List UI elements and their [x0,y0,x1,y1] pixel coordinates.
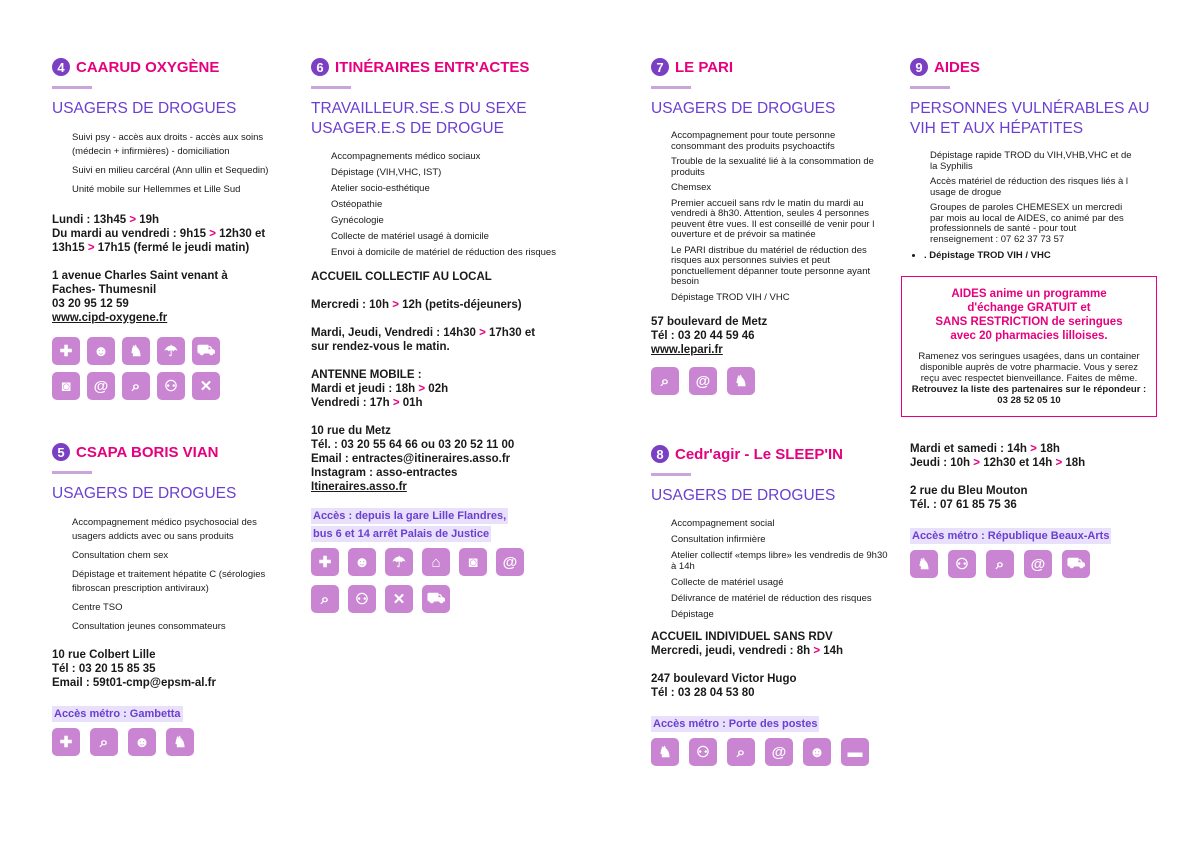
instagram: Instagram : asso-entractes [311,467,458,479]
doctor-icon: ☻ [803,738,831,766]
hanger-icon: ⌂ [422,548,450,576]
section-number-badge: 4 [52,58,70,76]
syringe-exchange-box [901,276,1157,417]
section-title-text: LE PARI [675,58,734,76]
group-icon: ⚇ [689,738,717,766]
car-icon: ⛟ [1062,550,1090,578]
cross-icon: ✚ [52,337,80,365]
service-item: Consultation chem sex [72,550,169,561]
section-title [52,443,282,461]
section-caarud-oxygene [52,58,282,400]
audience-heading: PERSONNES VULNÉRABLES AU VIH ET AUX HÉPATITES [910,100,1150,137]
service-item: Dépistage TROD VIH / VHC [671,291,790,303]
address-line: 10 rue Colbert Lille [52,649,156,661]
service-item: Accompagnements médico sociaux [331,151,481,162]
divider [52,471,92,474]
services-list [72,516,282,634]
food-icon: ✕ [385,585,413,613]
address-line: 2 rue du Bleu Mouton [910,485,1028,497]
address-line: 247 boulevard Victor Hugo [651,673,797,685]
dog-icon: ♞ [651,738,679,766]
service-item: Ostéopathie [331,199,383,210]
bed-icon: ▬ [841,738,869,766]
washer-icon: ◙ [52,372,80,400]
service-icons [311,548,551,613]
audience-heading: TRAVAILLEUR.SE.S DU SEXE USAGER.E.S DE DROGUE [311,100,527,137]
service-icons [910,550,1158,578]
service-item: Accompagnement social [671,518,775,529]
service-item: Collecte de matériel usagé [671,577,784,588]
section-title-text: ITINÉRAIRES ENTR'ACTES [335,58,530,76]
doctor-icon: ☻ [348,548,376,576]
phone-number: Tél. : 07 61 85 75 36 [910,499,1017,511]
service-icons [651,367,891,395]
collective-title: ACCUEIL COLLECTIF AU LOCAL [311,271,492,283]
services-list [930,151,1135,245]
collective-reception: ACCUEIL COLLECTIF AU LOCAL Mercredi : 10h > 12h (petits-déjeuners) Mardi, Jeudi, Vendredi : 14h30 > 17h30 et sur rendez-vous le matin. [311,270,571,354]
phone-number: 03 20 95 12 59 [52,298,129,310]
address-line: Faches- Thumesnil [52,284,157,296]
service-item: Accès matériel de réduction des risques liés à l usage de drogue [930,176,1129,198]
service-item: Atelier socio-esthétique [331,183,430,194]
magnifier-icon: ⌕ [311,585,339,613]
washer-icon: ◙ [459,548,487,576]
service-item: Consultation infirmière [671,534,766,545]
at-icon: @ [496,548,524,576]
service-item: Accompagnement pour toute personne consommant des produits psychoactifs [671,130,836,152]
magnifier-icon: ⌕ [727,738,755,766]
service-item: Dépistage et traitement hépatite C (sérologies fibroscan prescription antiviraux) [72,569,266,594]
section-number-badge: 8 [651,445,669,463]
mobile-title: ANTENNE MOBILE : [311,369,422,381]
opening-hours: Mardi et samedi : 14h > 18h Jeudi : 10h > 12h30 et 14h > 18h [910,443,1086,469]
phone-number: Tél : 03 28 04 53 80 [651,687,755,699]
dog-icon: ♞ [727,367,755,395]
service-icons [52,337,242,400]
section-title [52,58,282,76]
at-icon: @ [765,738,793,766]
address-line: 1 avenue Charles Saint venant à [52,270,228,282]
dog-icon: ♞ [910,550,938,578]
section-itineraires-entractes [311,58,571,613]
address-line: 57 boulevard de Metz [651,316,768,328]
email[interactable]: Email : entractes@itineraires.asso.fr [311,453,511,465]
service-item: Suivi en milieu carcéral (Ann ullin et Sequedin) [72,165,269,176]
access-info: Accès : depuis la gare Lille Flandres, bus 6 et 14 arrêt Palais de Justice [313,510,507,540]
shower-icon: ☂ [157,337,185,365]
email[interactable]: Email : 59t01-cmp@epsm-al.fr [52,677,216,689]
website-link[interactable]: www.lepari.fr [651,344,723,356]
section-aides-info [910,442,1158,578]
group-icon: ⚇ [948,550,976,578]
metro-access: Accès métro : République Beaux-Arts [912,530,1110,542]
service-item: Gynécologie [331,215,384,226]
section-title [651,445,891,463]
at-icon: @ [87,372,115,400]
section-cedragir-sleepin [651,445,891,766]
contact-block [52,648,282,690]
cross-icon: ✚ [311,548,339,576]
phone-number: Tél : 03 20 44 59 46 [651,330,755,342]
doctor-icon: ☻ [87,337,115,365]
service-item: Chemsex [671,182,712,193]
section-aides [910,58,1158,261]
divider [52,86,92,89]
magnifier-icon: ⌕ [651,367,679,395]
services-list [331,151,571,258]
service-item: Atelier collectif «temps libre» les vendredis de 9h30 à 14h [671,550,888,572]
service-item: Dépistage (VIH,VHC, IST) [331,167,442,178]
group-icon: ⚇ [157,372,185,400]
section-title [651,58,891,76]
section-csapa-boris-vian [52,443,282,756]
opening-hours: Lundi : 13h45 > 19h Du mardi au vendredi : 9h15 > 12h30 et 13h15 > 17h15 (fermé le jeudi matin) [52,214,266,254]
service-item: Dépistage rapide TROD du VIH,VHB,VHC et de la Syphilis [930,150,1132,172]
metro-access: Accès métro : Gambetta [54,708,181,720]
dog-icon: ♞ [122,337,150,365]
section-title [311,58,571,76]
section-title-text: CAARUD OXYGÈNE [76,58,220,76]
metro-access: Accès métro : Porte des postes [653,718,818,730]
divider [311,86,351,89]
service-item: Premier accueil sans rdv le matin du mardi au vendredi à 8h30. Attention, seules 4 personnes peuvent être vues. Il est conseillé de venir pour l ouverture et de prévoir sa matinée [671,197,875,240]
service-item: Envoi à domicile de matériel de réduction des risques [331,247,556,258]
box-text: Ramenez vos seringues usagées, dans un container disponible auprès de votre pharmacie. Vous y serez reçu avec respectet bienveillance. Faites de même. [918,351,1140,384]
doctor-icon: ☻ [128,728,156,756]
website-link[interactable]: www.cipd-oxygene.fr [52,312,168,324]
car-icon: ⛟ [422,585,450,613]
services-list [72,131,282,197]
service-item: Groupes de paroles CHEMESEX un mercredi par mois au local de AIDES, co animé par des professionnels de santé - pour tout renseignement : 07 62 37 73 57 [930,202,1124,245]
service-item: Consultation jeunes consommateurs [72,621,226,632]
address-block [52,269,282,325]
at-icon: @ [689,367,717,395]
service-item: Centre TSO [72,602,123,613]
services-list [671,518,891,620]
section-le-pari [651,58,891,395]
bullet-list [924,250,1158,261]
audience-heading: USAGERS DE DROGUES [52,485,237,502]
divider [651,473,691,476]
address-line: 10 rue du Metz [311,425,391,437]
services-list [671,131,891,303]
contact-block [910,484,1158,512]
service-item: Collecte de matériel usagé à domicile [331,231,489,242]
section-title-text: CSAPA BORIS VIAN [76,443,219,461]
contact-block [651,672,891,700]
individual-reception: ACCUEIL INDIVIDUEL SANS RDV Mercredi, jeudi, vendredi : 8h > 14h [651,630,891,658]
cross-icon: ✚ [52,728,80,756]
mobile-antenna: ANTENNE MOBILE : Mardi et jeudi : 18h > 02h Vendredi : 17h > 01h [311,368,571,410]
group-icon: ⚇ [348,585,376,613]
service-item: Dépistage [671,609,714,620]
section-title-text: AIDES [934,58,980,76]
car-icon: ⛟ [192,337,220,365]
contact-block [311,424,571,494]
magnifier-icon: ⌕ [90,728,118,756]
service-item: Le PARI distribue du matériel de réduction des risques aux personnes suivies et peut ponctuellement dépanner toute personne ayant besoin [671,244,871,287]
contact-block [651,315,891,357]
service-item: Accompagnement médico psychosocial des usagers addicts avec ou sans produits [72,517,257,542]
service-item: Trouble de la sexualité lié à la consommation de produits [671,156,874,178]
divider [651,86,691,89]
bullet-item: • . Dépistage TROD VIH / VHC [924,250,1158,261]
divider [910,86,950,89]
section-number-badge: 5 [52,443,70,461]
service-item: Suivi psy - accès aux droits - accès aux soins (médecin + infirmières) - domiciliation [72,132,264,157]
box-phone-text: Retrouvez la liste des partenaires sur le répondeur : 03 28 52 05 10 [911,384,1147,406]
food-icon: ✕ [192,372,220,400]
section-title-text: Cedr'agir - Le SLEEP'IN [675,445,844,463]
section-number-badge: 6 [311,58,329,76]
box-heading: AIDES anime un programme d'échange GRATUIT et SANS RESTRICTION de seringues avec 20 pharmacies lilloises. [935,288,1123,342]
magnifier-icon: ⌕ [122,372,150,400]
phone-number: Tél : 03 20 15 85 35 [52,663,156,675]
service-item: Délivrance de matériel de réduction des risques [671,593,872,604]
service-icons [651,738,891,766]
shower-icon: ☂ [385,548,413,576]
section-number-badge: 9 [910,58,928,76]
audience-heading: USAGERS DE DROGUES [52,100,237,117]
service-item: Unité mobile sur Hellemmes et Lille Sud [72,184,241,195]
dog-icon: ♞ [166,728,194,756]
service-icons [52,728,282,756]
audience-heading: USAGERS DE DROGUES [651,487,836,504]
website-link[interactable]: Itineraires.asso.fr [311,481,407,493]
at-icon: @ [1024,550,1052,578]
reception-title: ACCUEIL INDIVIDUEL SANS RDV [651,631,833,643]
magnifier-icon: ⌕ [986,550,1014,578]
section-number-badge: 7 [651,58,669,76]
section-title [910,58,1158,76]
audience-heading: USAGERS DE DROGUES [651,100,836,117]
phone-number: Tél. : 03 20 55 64 66 ou 03 20 52 11 00 [311,439,515,451]
